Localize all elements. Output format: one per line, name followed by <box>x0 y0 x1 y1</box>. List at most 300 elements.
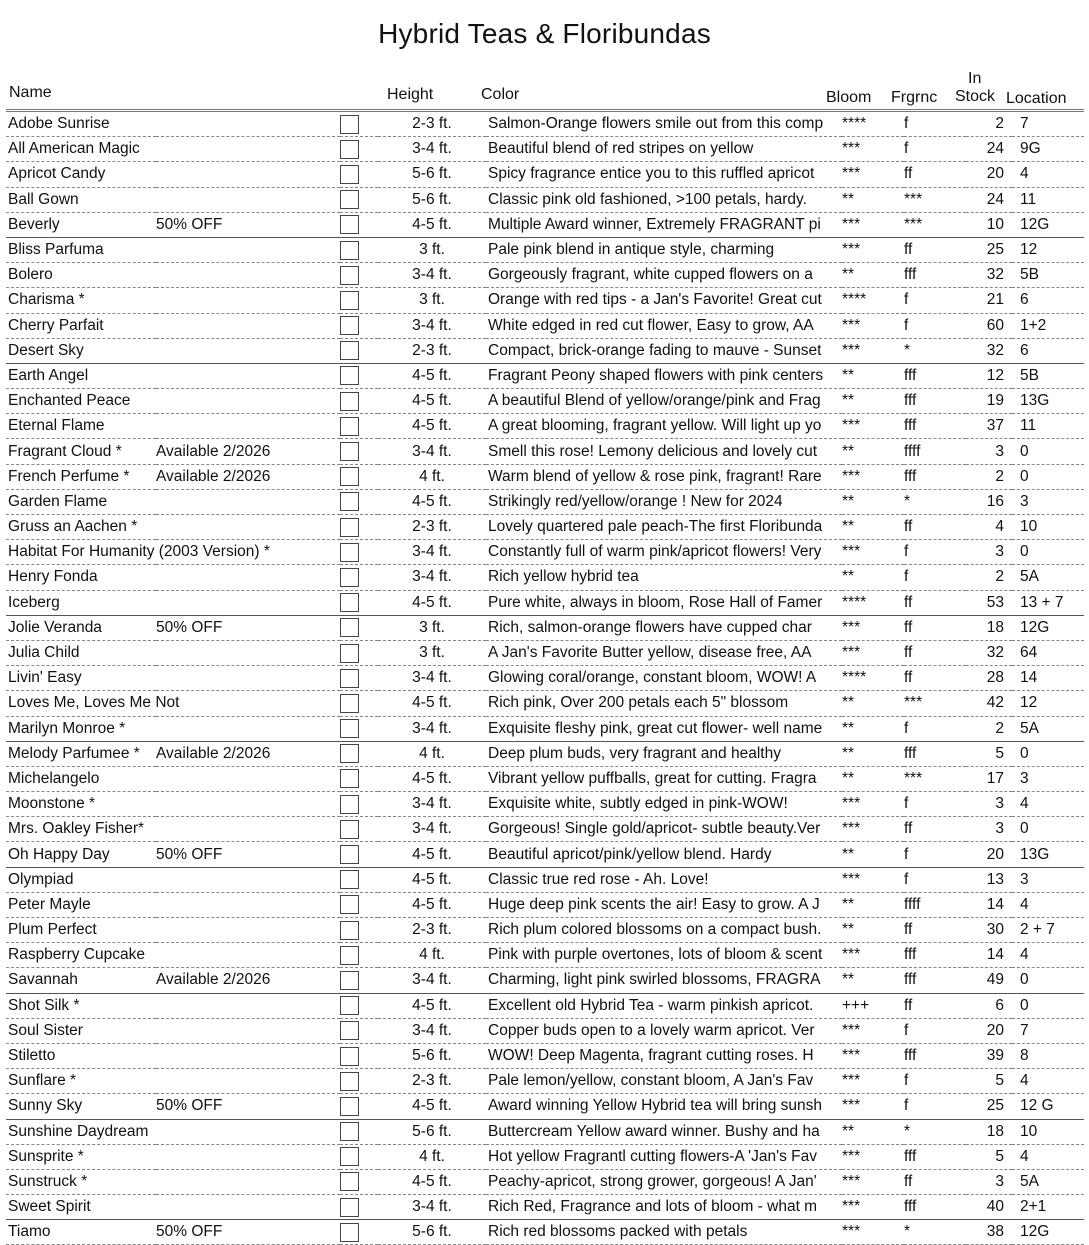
order-checkbox[interactable] <box>340 744 359 763</box>
rose-location: 6 <box>1020 291 1029 309</box>
rose-bloom: ** <box>842 518 855 536</box>
rose-name: Sunny Sky <box>8 1097 83 1115</box>
rose-stock: 20 <box>986 845 1004 863</box>
rose-color: Rich yellow hybrid tea <box>488 568 639 586</box>
rose-bloom: *** <box>842 1223 861 1241</box>
rose-color: Warm blend of yellow & rose pink, fragrant! Rare <box>488 467 822 485</box>
rose-note <box>156 590 340 615</box>
order-checkbox[interactable] <box>340 618 359 637</box>
rose-color: Charming, light pink swirled blossoms, FRAGRA <box>488 971 821 989</box>
rose-location: 11 <box>1020 190 1037 208</box>
checkbox-cell <box>340 993 378 1018</box>
rose-bloom: **** <box>842 593 867 611</box>
rose-location: 9G <box>1020 140 1041 158</box>
table-row <box>6 263 1084 288</box>
order-checkbox[interactable] <box>340 215 359 234</box>
checkbox-cell <box>340 1195 378 1220</box>
rose-location: 14 <box>1020 669 1038 687</box>
order-checkbox[interactable] <box>340 467 359 486</box>
header-fragrance: Frgrnc <box>891 89 938 106</box>
checkbox-cell <box>340 615 378 640</box>
rose-location: 5A <box>1020 568 1039 586</box>
rose-color: Spicy fragrance entice you to this ruffled apricot <box>488 165 815 183</box>
checkbox-cell <box>340 817 378 842</box>
rose-color: WOW! Deep Magenta, fragrant cutting roses. H <box>488 1047 814 1065</box>
rose-stock: 39 <box>986 1047 1004 1065</box>
rose-name: Eternal Flame <box>8 417 105 435</box>
rose-note <box>156 489 340 514</box>
rose-name: Sweet Spirit <box>8 1198 91 1216</box>
rose-note <box>156 313 340 338</box>
table-row <box>6 615 1084 640</box>
rose-stock: 32 <box>986 644 1004 662</box>
table-row <box>6 968 1084 993</box>
table-row <box>6 766 1084 791</box>
rose-name: Sunflare * <box>8 1072 77 1090</box>
order-checkbox[interactable] <box>340 1047 359 1066</box>
rose-note <box>156 792 340 817</box>
rose-note <box>156 1119 340 1144</box>
rose-name: Henry Fonda <box>8 568 98 586</box>
order-checkbox[interactable] <box>340 694 359 713</box>
rose-bloom: *** <box>842 820 861 838</box>
checkbox-cell <box>340 515 378 540</box>
order-checkbox[interactable] <box>340 266 359 285</box>
rose-bloom: ** <box>842 895 855 913</box>
table-row <box>6 892 1084 917</box>
header-bloom: Bloom <box>826 89 872 106</box>
order-checkbox[interactable] <box>340 795 359 814</box>
rose-height: 4 ft. <box>419 467 445 485</box>
rose-note <box>156 640 340 665</box>
table-row <box>6 1119 1084 1144</box>
order-checkbox[interactable] <box>340 996 359 1015</box>
rose-height: 5-6 ft. <box>412 1223 452 1241</box>
rose-location: 0 <box>1020 971 1029 989</box>
checkbox-cell <box>340 943 378 968</box>
rose-bloom: ** <box>842 568 855 586</box>
rose-name: Livin' Easy <box>8 669 82 687</box>
checkbox-cell <box>340 162 378 187</box>
order-checkbox[interactable] <box>340 669 359 688</box>
rose-bloom: ** <box>842 971 855 989</box>
rose-note <box>156 338 340 363</box>
rose-fragrance: ff <box>904 820 913 838</box>
rose-note <box>156 237 340 262</box>
table-row <box>6 565 1084 590</box>
rose-color: Rich pink, Over 200 petals each 5" blossom <box>488 694 789 712</box>
order-checkbox[interactable] <box>340 921 359 940</box>
rose-table <box>6 112 1084 1245</box>
order-checkbox[interactable] <box>340 241 359 260</box>
rose-stock: 3 <box>995 820 1004 838</box>
rose-color: Lovely quartered pale peach-The first Floribunda <box>488 518 823 536</box>
rose-fragrance: f <box>904 1021 909 1039</box>
rose-location: 4 <box>1020 1072 1029 1090</box>
order-checkbox[interactable] <box>340 719 359 738</box>
order-checkbox[interactable] <box>340 644 359 663</box>
rose-location: 5A <box>1020 1172 1039 1190</box>
rose-stock: 40 <box>986 1198 1004 1216</box>
rose-height: 4-5 ft. <box>412 870 452 888</box>
header-location: Location <box>1006 90 1067 107</box>
rose-height: 5-6 ft. <box>412 1122 452 1140</box>
rose-color: A Jan's Favorite Butter yellow, disease free, AA <box>488 644 812 662</box>
rose-fragrance: fff <box>904 467 917 485</box>
order-checkbox[interactable] <box>340 971 359 990</box>
rose-name: Moonstone * <box>8 795 96 813</box>
rose-location: 4 <box>1020 1147 1029 1165</box>
rose-fragrance: fff <box>904 1047 917 1065</box>
rose-bloom: *** <box>842 946 861 964</box>
rose-fragrance: f <box>904 845 909 863</box>
checkbox-cell <box>340 1018 378 1043</box>
table-row <box>6 943 1084 968</box>
rose-fragrance: fff <box>904 946 917 964</box>
checkbox-cell <box>340 892 378 917</box>
order-checkbox[interactable] <box>340 1198 359 1217</box>
rose-bloom: **** <box>842 291 867 309</box>
order-checkbox[interactable] <box>340 190 359 209</box>
rose-stock: 12 <box>986 366 1004 384</box>
order-checkbox[interactable] <box>340 593 359 612</box>
checkbox-cell <box>340 237 378 262</box>
rose-location: 2 + 7 <box>1020 921 1055 939</box>
table-row <box>6 389 1084 414</box>
rose-note <box>156 943 340 968</box>
rose-height: 4-5 ft. <box>412 392 452 410</box>
rose-height: 3-4 ft. <box>412 266 452 284</box>
rose-height: 4-5 ft. <box>412 769 452 787</box>
rose-height: 5-6 ft. <box>412 190 452 208</box>
checkbox-cell <box>340 263 378 288</box>
order-checkbox[interactable] <box>340 417 359 436</box>
rose-height: 4-5 ft. <box>412 593 452 611</box>
rose-note <box>156 137 340 162</box>
rose-bloom: *** <box>842 417 861 435</box>
table-row <box>6 237 1084 262</box>
rose-table-body <box>6 112 1084 1245</box>
table-row <box>6 1069 1084 1094</box>
rose-color: Rich Red, Fragrance and lots of bloom - what m <box>488 1198 818 1216</box>
rose-location: 0 <box>1020 820 1029 838</box>
rose-note <box>156 892 340 917</box>
order-checkbox[interactable] <box>340 366 359 385</box>
table-row <box>6 1094 1084 1119</box>
rose-bloom: ** <box>842 492 855 510</box>
table-row <box>6 666 1084 691</box>
rose-color: Exquisite white, subtly edged in pink-WOW! <box>488 795 788 813</box>
rose-location: 12G <box>1020 1223 1050 1241</box>
rose-fragrance: f <box>904 1072 909 1090</box>
rose-location: 11 <box>1020 417 1037 435</box>
checkbox-cell <box>340 741 378 766</box>
order-checkbox[interactable] <box>340 518 359 537</box>
rose-name: Desert Sky <box>8 341 84 359</box>
rose-color: Pink with purple overtones, lots of bloom & scent <box>488 946 823 964</box>
table-row <box>6 363 1084 388</box>
rose-note <box>156 1144 340 1169</box>
rose-location: 4 <box>1020 946 1029 964</box>
order-checkbox[interactable] <box>340 1172 359 1191</box>
rose-bloom: *** <box>842 543 861 561</box>
order-checkbox[interactable] <box>340 1223 359 1242</box>
table-row <box>6 212 1084 237</box>
rose-stock: 53 <box>986 593 1004 611</box>
table-row <box>6 1043 1084 1068</box>
checkbox-cell <box>340 464 378 489</box>
rose-height: 2-3 ft. <box>412 1072 452 1090</box>
checkbox-cell <box>340 313 378 338</box>
rose-name: Michelangelo <box>8 769 100 787</box>
rose-height: 3-4 ft. <box>412 1198 452 1216</box>
checkbox-cell <box>340 338 378 363</box>
rose-stock: 5 <box>995 1072 1004 1090</box>
rose-note: 50% OFF <box>156 215 223 233</box>
rose-bloom: ** <box>842 845 855 863</box>
table-row <box>6 288 1084 313</box>
rose-height: 3-4 ft. <box>412 1021 452 1039</box>
rose-height: 4-5 ft. <box>412 694 452 712</box>
order-checkbox[interactable] <box>340 1097 359 1116</box>
table-row <box>6 338 1084 363</box>
rose-stock: 2 <box>995 719 1004 737</box>
order-checkbox[interactable] <box>340 341 359 360</box>
checkbox-cell <box>340 565 378 590</box>
table-row <box>6 1195 1084 1220</box>
rose-fragrance: *** <box>904 694 923 712</box>
checkbox-cell <box>340 1094 378 1119</box>
order-checkbox[interactable] <box>340 1072 359 1091</box>
table-row <box>6 741 1084 766</box>
rose-bloom: *** <box>842 341 861 359</box>
rose-location: 6 <box>1020 341 1029 359</box>
rose-stock: 16 <box>986 492 1004 510</box>
rose-name: Beverly <box>8 215 60 233</box>
rose-height: 3-4 ft. <box>412 316 452 334</box>
checkbox-cell <box>340 112 378 137</box>
rose-height: 4 ft. <box>419 946 445 964</box>
rose-location: 4 <box>1020 165 1029 183</box>
rose-fragrance: ff <box>904 165 913 183</box>
rose-location: 0 <box>1020 996 1029 1014</box>
rose-name: Iceberg <box>8 593 60 611</box>
checkbox-cell <box>340 414 378 439</box>
header-color: Color <box>481 86 520 103</box>
rose-color: Orange with red tips - a Jan's Favorite! Great cut <box>488 291 822 309</box>
rose-bloom: ** <box>842 266 855 284</box>
order-checkbox[interactable] <box>340 870 359 889</box>
rose-note: Available 2/2026 <box>156 744 271 762</box>
rose-bloom: ** <box>842 190 855 208</box>
rose-note: Available 2/2026 <box>156 442 271 460</box>
rose-height: 3-4 ft. <box>412 140 452 158</box>
rose-location: 4 <box>1020 795 1029 813</box>
rose-location: 12G <box>1020 215 1050 233</box>
rose-note <box>156 918 340 943</box>
rose-color: Award winning Yellow Hybrid tea will bring sunsh <box>488 1097 823 1115</box>
rose-height: 2-3 ft. <box>412 921 452 939</box>
rose-fragrance: f <box>904 870 909 888</box>
rose-height: 4-5 ft. <box>412 215 452 233</box>
rose-name: Oh Happy Day <box>8 845 110 863</box>
rose-location: 3 <box>1020 769 1029 787</box>
rose-bloom: ** <box>842 366 855 384</box>
rose-stock: 3 <box>995 543 1004 561</box>
checkbox-cell <box>340 691 378 716</box>
rose-bloom: **** <box>842 669 867 687</box>
order-checkbox[interactable] <box>340 492 359 511</box>
rose-bloom: *** <box>842 1047 861 1065</box>
rose-name: Raspberry Cupcake <box>8 946 145 964</box>
order-checkbox[interactable] <box>340 442 359 461</box>
rose-bloom: ** <box>842 392 855 410</box>
rose-name: Olympiad <box>8 870 74 888</box>
checkbox-cell <box>340 439 378 464</box>
rose-fragrance: ffff <box>904 442 921 460</box>
order-checkbox[interactable] <box>340 1147 359 1166</box>
rose-name: Habitat For Humanity (2003 Version) * <box>8 543 270 561</box>
order-checkbox[interactable] <box>340 1122 359 1141</box>
order-checkbox[interactable] <box>340 895 359 914</box>
rose-stock: 32 <box>986 266 1004 284</box>
rose-note <box>156 666 340 691</box>
rose-stock: 18 <box>986 1122 1004 1140</box>
rose-name: Sunstruck * <box>8 1172 88 1190</box>
rose-note <box>156 187 340 212</box>
rose-note <box>156 993 340 1018</box>
rose-note <box>156 515 340 540</box>
rose-color: Beautiful apricot/pink/yellow blend. Hardy <box>488 845 772 863</box>
rose-name: Ball Gown <box>8 190 79 208</box>
rose-fragrance: fff <box>904 971 917 989</box>
rose-stock: 3 <box>995 795 1004 813</box>
rose-name: Sunshine Daydream <box>8 1122 149 1140</box>
order-checkbox[interactable] <box>340 115 359 134</box>
rose-fragrance: f <box>904 719 909 737</box>
rose-color: Gorgeously fragrant, white cupped flowers on a <box>488 266 813 284</box>
rose-bloom: ** <box>842 719 855 737</box>
order-checkbox[interactable] <box>340 1021 359 1040</box>
checkbox-cell <box>340 918 378 943</box>
order-checkbox[interactable] <box>340 291 359 310</box>
rose-location: 1+2 <box>1020 316 1047 334</box>
rose-fragrance: ff <box>904 1172 913 1190</box>
rose-bloom: *** <box>842 140 861 158</box>
rose-location: 12G <box>1020 618 1050 636</box>
order-checkbox[interactable] <box>340 543 359 562</box>
checkbox-cell <box>340 1144 378 1169</box>
rose-color: Salmon-Orange flowers smile out from this comp <box>488 115 824 133</box>
checkbox-cell <box>340 1169 378 1194</box>
rose-color: Compact, brick-orange fading to mauve - Sunset <box>488 341 822 359</box>
rose-location: 13G <box>1020 392 1050 410</box>
rose-color: Vibrant yellow puffballs, great for cutting. Fragra <box>488 769 817 787</box>
rose-note: 50% OFF <box>156 845 223 863</box>
order-checkbox[interactable] <box>340 140 359 159</box>
rose-bloom: *** <box>842 644 861 662</box>
rose-note <box>156 565 340 590</box>
rose-height: 4-5 ft. <box>412 996 452 1014</box>
table-row <box>6 590 1084 615</box>
checkbox-cell <box>340 288 378 313</box>
rose-name: French Perfume * <box>8 467 130 485</box>
rose-height: 5-6 ft. <box>412 1047 452 1065</box>
order-checkbox[interactable] <box>340 946 359 965</box>
rose-height: 3-4 ft. <box>412 795 452 813</box>
rose-stock: 4 <box>995 518 1004 536</box>
rose-color: Fragrant Peony shaped flowers with pink centers <box>488 366 824 384</box>
rose-location: 3 <box>1020 870 1029 888</box>
rose-color: Rich, salmon-orange flowers have cupped char <box>488 618 812 636</box>
order-checkbox[interactable] <box>340 392 359 411</box>
checkbox-cell <box>340 1043 378 1068</box>
rose-note <box>156 1169 340 1194</box>
rose-bloom: ** <box>842 1122 855 1140</box>
rose-bloom: *** <box>842 1198 861 1216</box>
rose-stock: 38 <box>986 1223 1004 1241</box>
rose-note: 50% OFF <box>156 1223 223 1241</box>
rose-height: 4-5 ft. <box>412 1172 452 1190</box>
rose-note <box>156 691 340 716</box>
rose-location: 12 <box>1020 241 1038 259</box>
rose-fragrance: f <box>904 140 909 158</box>
rose-color: Glowing coral/orange, constant bloom, WOW! A <box>488 669 817 687</box>
rose-fragrance: ff <box>904 593 913 611</box>
order-checkbox[interactable] <box>340 845 359 864</box>
rose-name: Mrs. Oakley Fisher* <box>8 820 145 838</box>
rose-name: Cherry Parfait <box>8 316 104 334</box>
rose-fragrance: fff <box>904 266 917 284</box>
rose-stock: 19 <box>986 392 1004 410</box>
checkbox-cell <box>340 389 378 414</box>
rose-bloom: *** <box>842 1147 861 1165</box>
order-checkbox[interactable] <box>340 769 359 788</box>
rose-note: 50% OFF <box>156 1097 223 1115</box>
rose-fragrance: ff <box>904 644 913 662</box>
checkbox-cell <box>340 842 378 867</box>
rose-stock: 14 <box>986 946 1004 964</box>
table-row <box>6 540 1084 565</box>
order-checkbox[interactable] <box>340 820 359 839</box>
checkbox-cell <box>340 540 378 565</box>
rose-note <box>156 867 340 892</box>
rose-note <box>156 766 340 791</box>
rose-color: Exquisite fleshy pink, great cut flower- well name <box>488 719 823 737</box>
rose-name: Plum Perfect <box>8 921 97 939</box>
rose-bloom: ** <box>842 442 855 460</box>
rose-height: 3-4 ft. <box>412 669 452 687</box>
rose-height: 3-4 ft. <box>412 442 452 460</box>
rose-height: 3-4 ft. <box>412 568 452 586</box>
checkbox-cell <box>340 1220 378 1245</box>
rose-color: Strikingly red/yellow/orange ! New for 2024 <box>488 492 783 510</box>
rose-color: Constantly full of warm pink/apricot flowers! Very <box>488 543 822 561</box>
rose-name: Fragrant Cloud * <box>8 442 122 460</box>
order-checkbox[interactable] <box>340 316 359 335</box>
checkbox-cell <box>340 716 378 741</box>
rose-note <box>156 112 340 137</box>
order-checkbox[interactable] <box>340 165 359 184</box>
order-checkbox[interactable] <box>340 568 359 587</box>
rose-fragrance: fff <box>904 417 917 435</box>
rose-color: Smell this rose! Lemony delicious and lovely cut <box>488 442 818 460</box>
rose-color: Excellent old Hybrid Tea - warm pinkish apricot. <box>488 996 814 1014</box>
rose-note <box>156 1069 340 1094</box>
rose-fragrance: f <box>904 795 909 813</box>
rose-bloom: ** <box>842 744 855 762</box>
rose-note <box>156 1018 340 1043</box>
